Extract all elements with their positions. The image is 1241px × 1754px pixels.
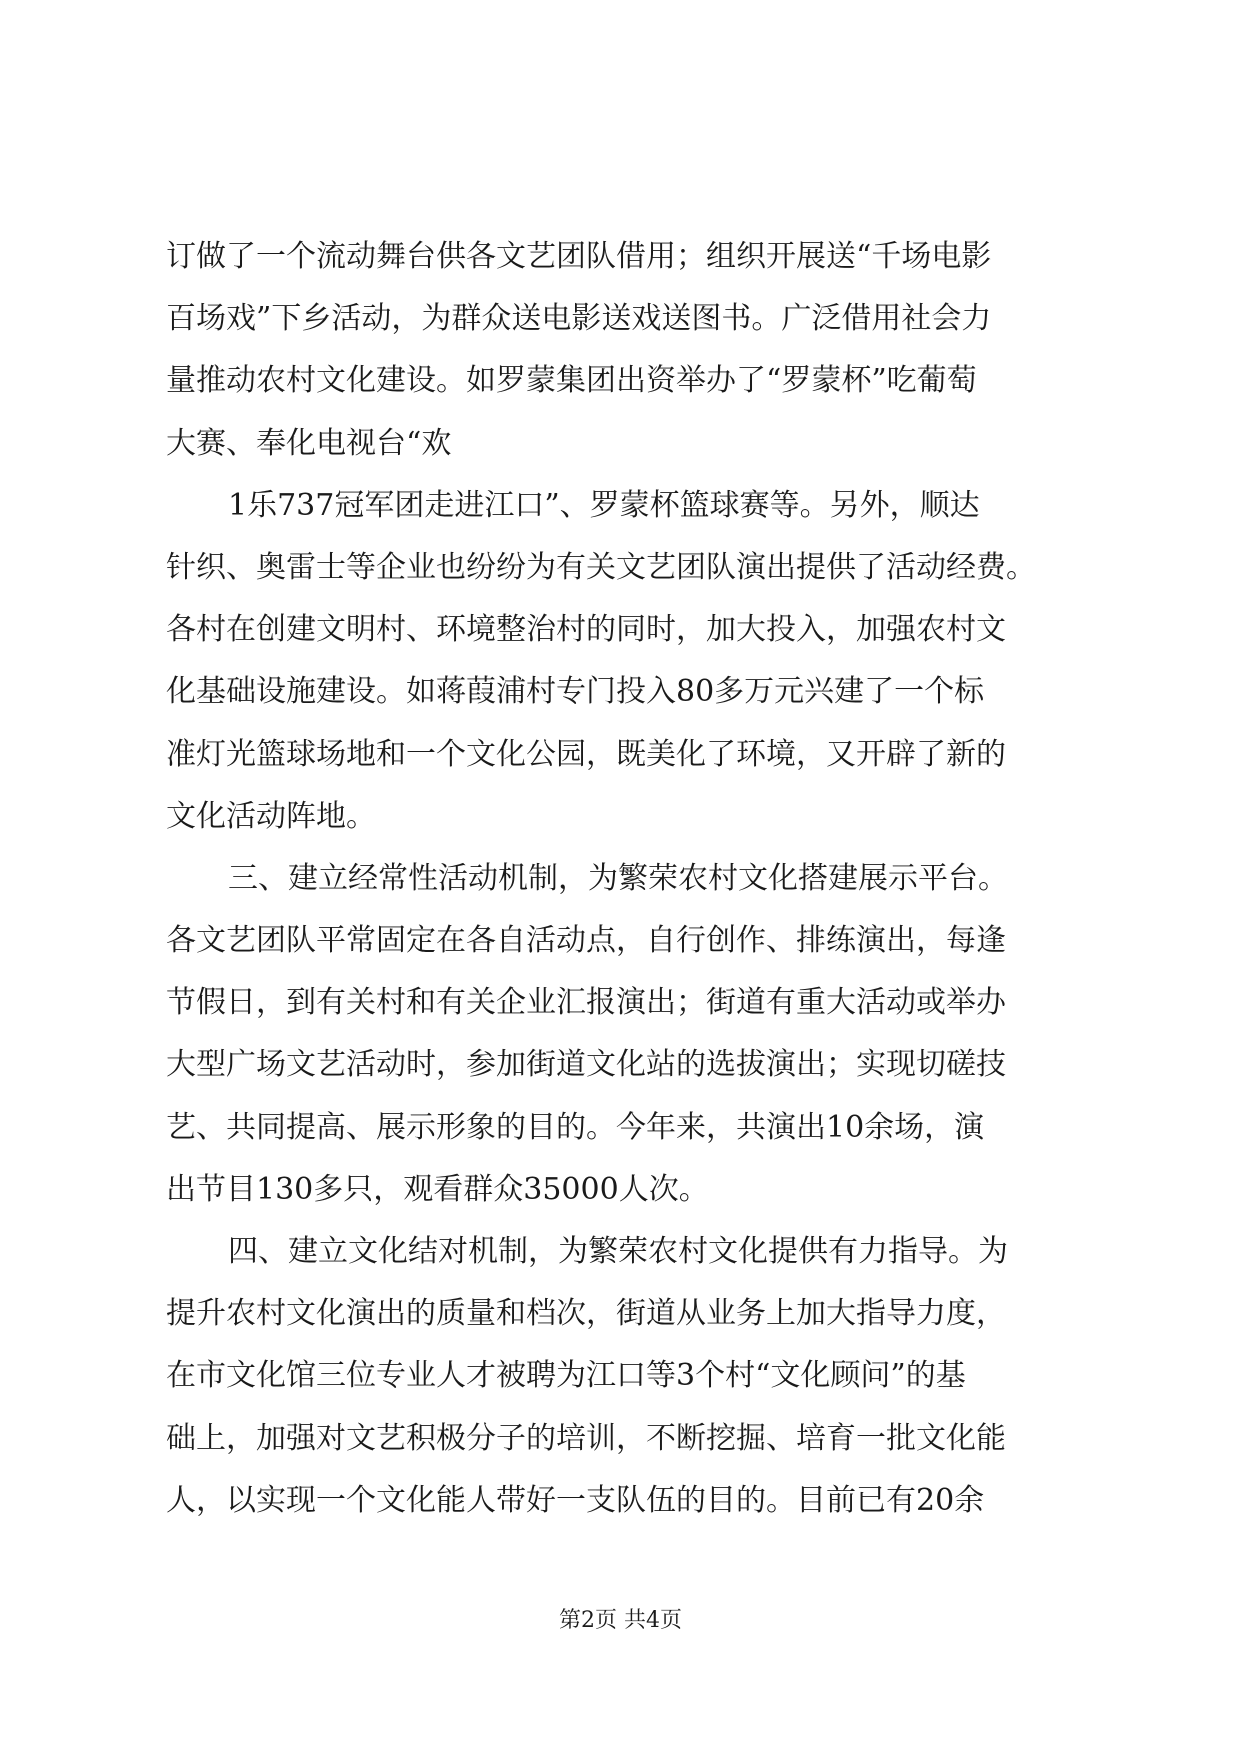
body-line: 大赛、奉化电视台“欢 [166, 425, 452, 461]
body-line: 各村在创建文明村、环境整治村的同时，加大投入，加强农村文 [166, 612, 1006, 648]
section-heading-line: 三、建立经常性活动机制，为繁荣农村文化搭建展示平台。 [228, 860, 1008, 896]
body-line: 节假日，到有关村和有关企业汇报演出；街道有重大活动或举办 [166, 985, 1006, 1021]
page-footer [0, 1606, 1241, 1636]
document-body [166, 226, 1086, 1532]
body-line: 大型广场文艺活动时，参加街道文化站的选拔演出；实现切磋技 [166, 1047, 1006, 1083]
body-line: 化基础设施建设。如蒋葭浦村专门投入80多万元兴建了一个标 [166, 674, 985, 710]
body-line: 准灯光篮球场地和一个文化公园，既美化了环境，又开辟了新的 [166, 736, 1006, 772]
body-line: 人，以实现一个文化能人带好一支队伍的目的。目前已有20余 [166, 1482, 985, 1518]
body-line: 艺、共同提高、展示形象的目的。今年来，共演出10余场，演 [166, 1109, 985, 1145]
paragraph-first-line: 1乐737冠军团走进江口”、罗蒙杯篮球赛等。另外，顺达 [228, 487, 980, 523]
body-line: 文化活动阵地。 [166, 798, 376, 834]
body-line: 各文艺团队平常固定在各自活动点，自行创作、排练演出，每逢 [166, 923, 1006, 959]
body-line: 订做了一个流动舞台供各文艺团队借用；组织开展送“千场电影 [166, 239, 992, 274]
body-line: 量推动农村文化建设。如罗蒙集团出资举办了“罗蒙杯”吃葡萄 [166, 363, 977, 399]
page-number: 第2页 共4页 [559, 1608, 682, 1633]
body-line: 在市文化馆三位专业人才被聘为江口等3个村“文化顾问”的基 [166, 1358, 966, 1394]
body-line: 出节目130多只，观看群众35000人次。 [166, 1171, 709, 1207]
section-heading-line: 四、建立文化结对机制，为繁荣农村文化提供有力指导。为 [228, 1234, 1008, 1269]
body-line: 提升农村文化演出的质量和档次，街道从业务上加大指导力度， [166, 1296, 1006, 1332]
body-line: 针织、奥雷士等企业也纷纷为有关文艺团队演出提供了活动经费。 [166, 549, 1036, 585]
body-line: 础上，加强对文艺积极分子的培训，不断挖掘、培育一批文化能 [166, 1420, 1006, 1456]
body-line: 百场戏”下乡活动，为群众送电影送戏送图书。广泛借用社会力 [166, 301, 992, 337]
